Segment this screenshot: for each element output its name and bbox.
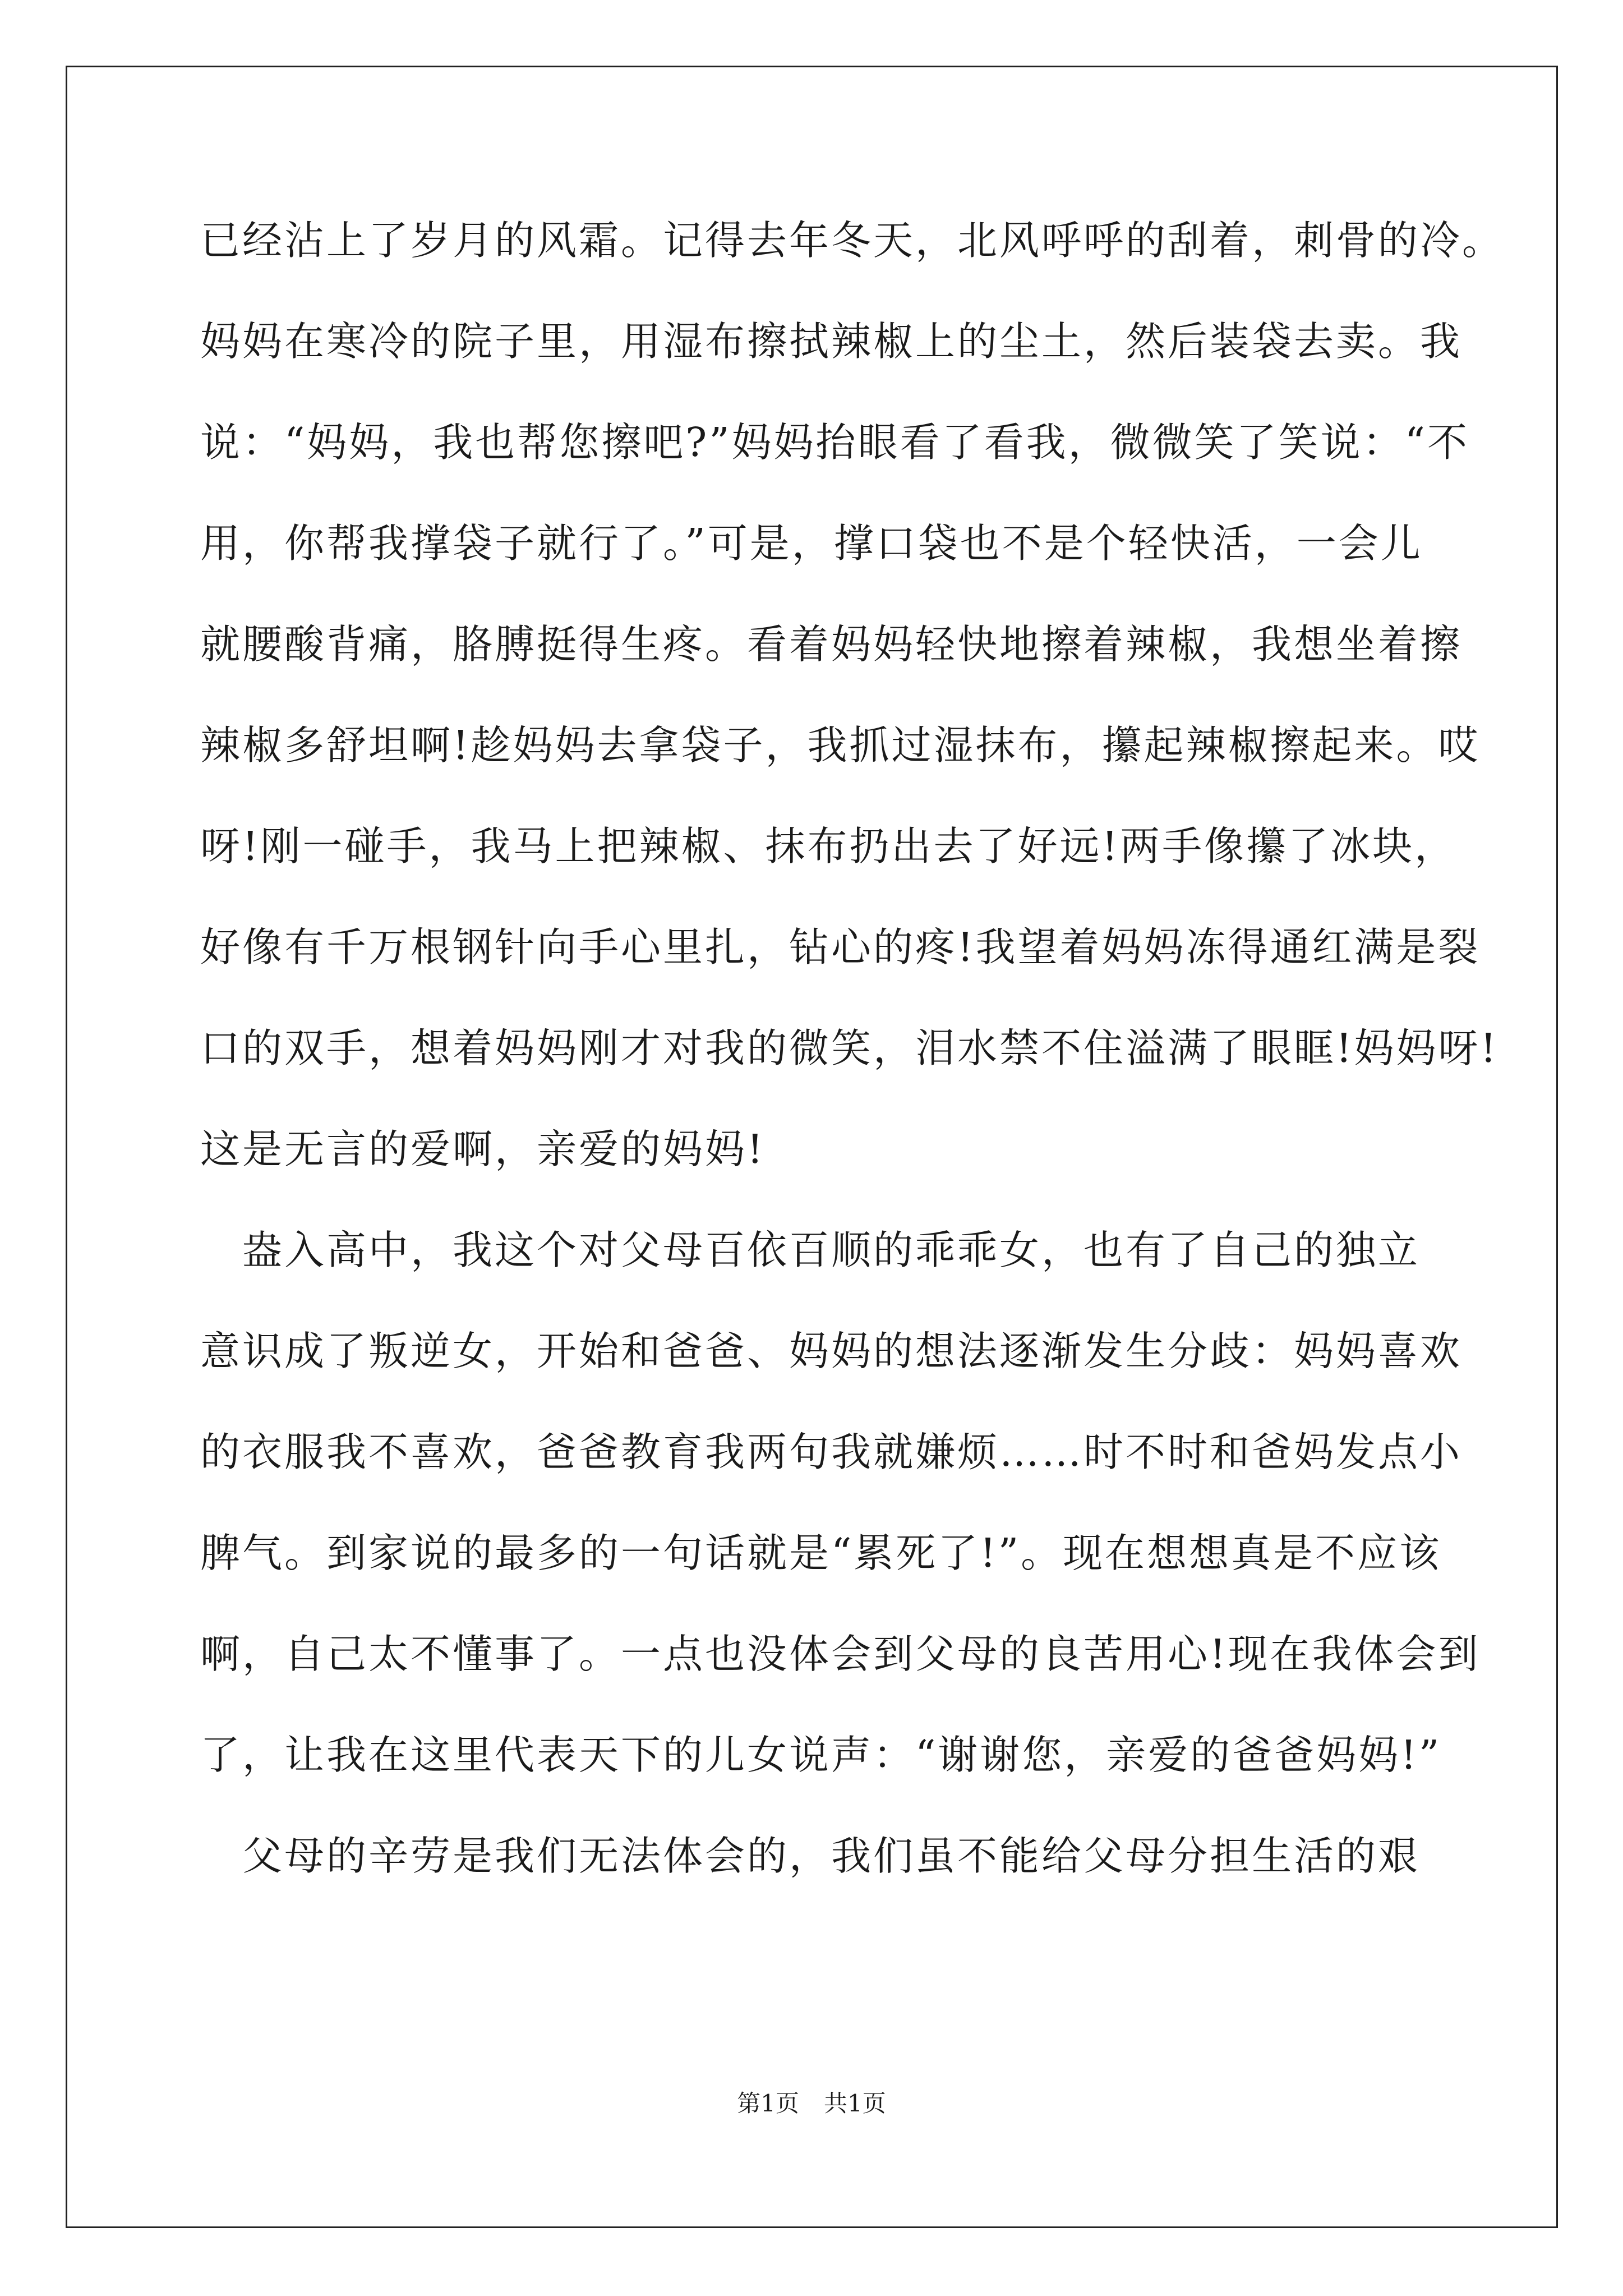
page-number: 第1页 [737,2090,799,2117]
text-line-3: 说：“妈妈，我也帮您擦吧?”妈妈抬眼看了看我，微微笑了笑说：“不 [200,419,1469,466]
text-line-7: 呀!刚一碰手，我马上把辣椒、抹布扔出去了好远!两手像攥了冰块， [200,823,1457,869]
page-footer [0,2087,1623,2120]
page-total: 共1页 [824,2090,886,2117]
text-line-6: 辣椒多舒坦啊!趁妈妈去拿袋子，我抓过湿抹布，攥起辣椒擦起来。哎 [200,722,1481,769]
text-line-10: 这是无言的爱啊，亲爱的妈妈! [200,1126,766,1172]
text-line-16: 了，让我在这里代表天下的儿女说声：“谢谢您，亲爱的爸爸妈妈!” [200,1732,1442,1778]
text-line-5: 就腰酸背痛，胳膊挺得生疼。看着妈妈轻快地擦着辣椒，我想坐着擦 [200,621,1463,668]
text-line-8: 好像有千万根钢针向手心里扎，钻心的疼!我望着妈妈冻得通红满是裂 [200,924,1481,970]
text-line-15: 啊，自己太不懂事了。一点也没体会到父母的良苦用心!现在我体会到 [200,1631,1481,1677]
text-line-9: 口的双手，想着妈妈刚才对我的微笑，泪水禁不住溢满了眼眶!妈妈呀! [200,1025,1499,1071]
text-line-12: 意识成了叛逆女，开始和爸爸、妈妈的想法逐渐发生分歧：妈妈喜欢 [200,1328,1463,1374]
text-line-17: 父母的辛劳是我们无法体会的，我们虽不能给父母分担生活的艰 [200,1833,1421,1879]
text-line-2: 妈妈在寒冷的院子里，用湿布擦拭辣椒上的尘土，然后装袋去卖。我 [200,318,1463,365]
text-line-13: 的衣服我不喜欢，爸爸教育我两句我就嫌烦……时不时和爸妈发点小 [200,1429,1463,1475]
text-line-11: 盎入高中，我这个对父母百依百顺的乖乖女，也有了自己的独立 [200,1227,1421,1273]
text-line-4: 用，你帮我撑袋子就行了。”可是，撑口袋也不是个轻快活，一会儿 [200,520,1423,567]
text-line-1: 已经沾上了岁月的风霜。记得去年冬天，北风呼呼的刮着，刺骨的冷。 [200,217,1505,264]
text-line-14: 脾气。到家说的最多的一句话就是“累死了!”。现在想想真是不应该 [200,1530,1442,1576]
